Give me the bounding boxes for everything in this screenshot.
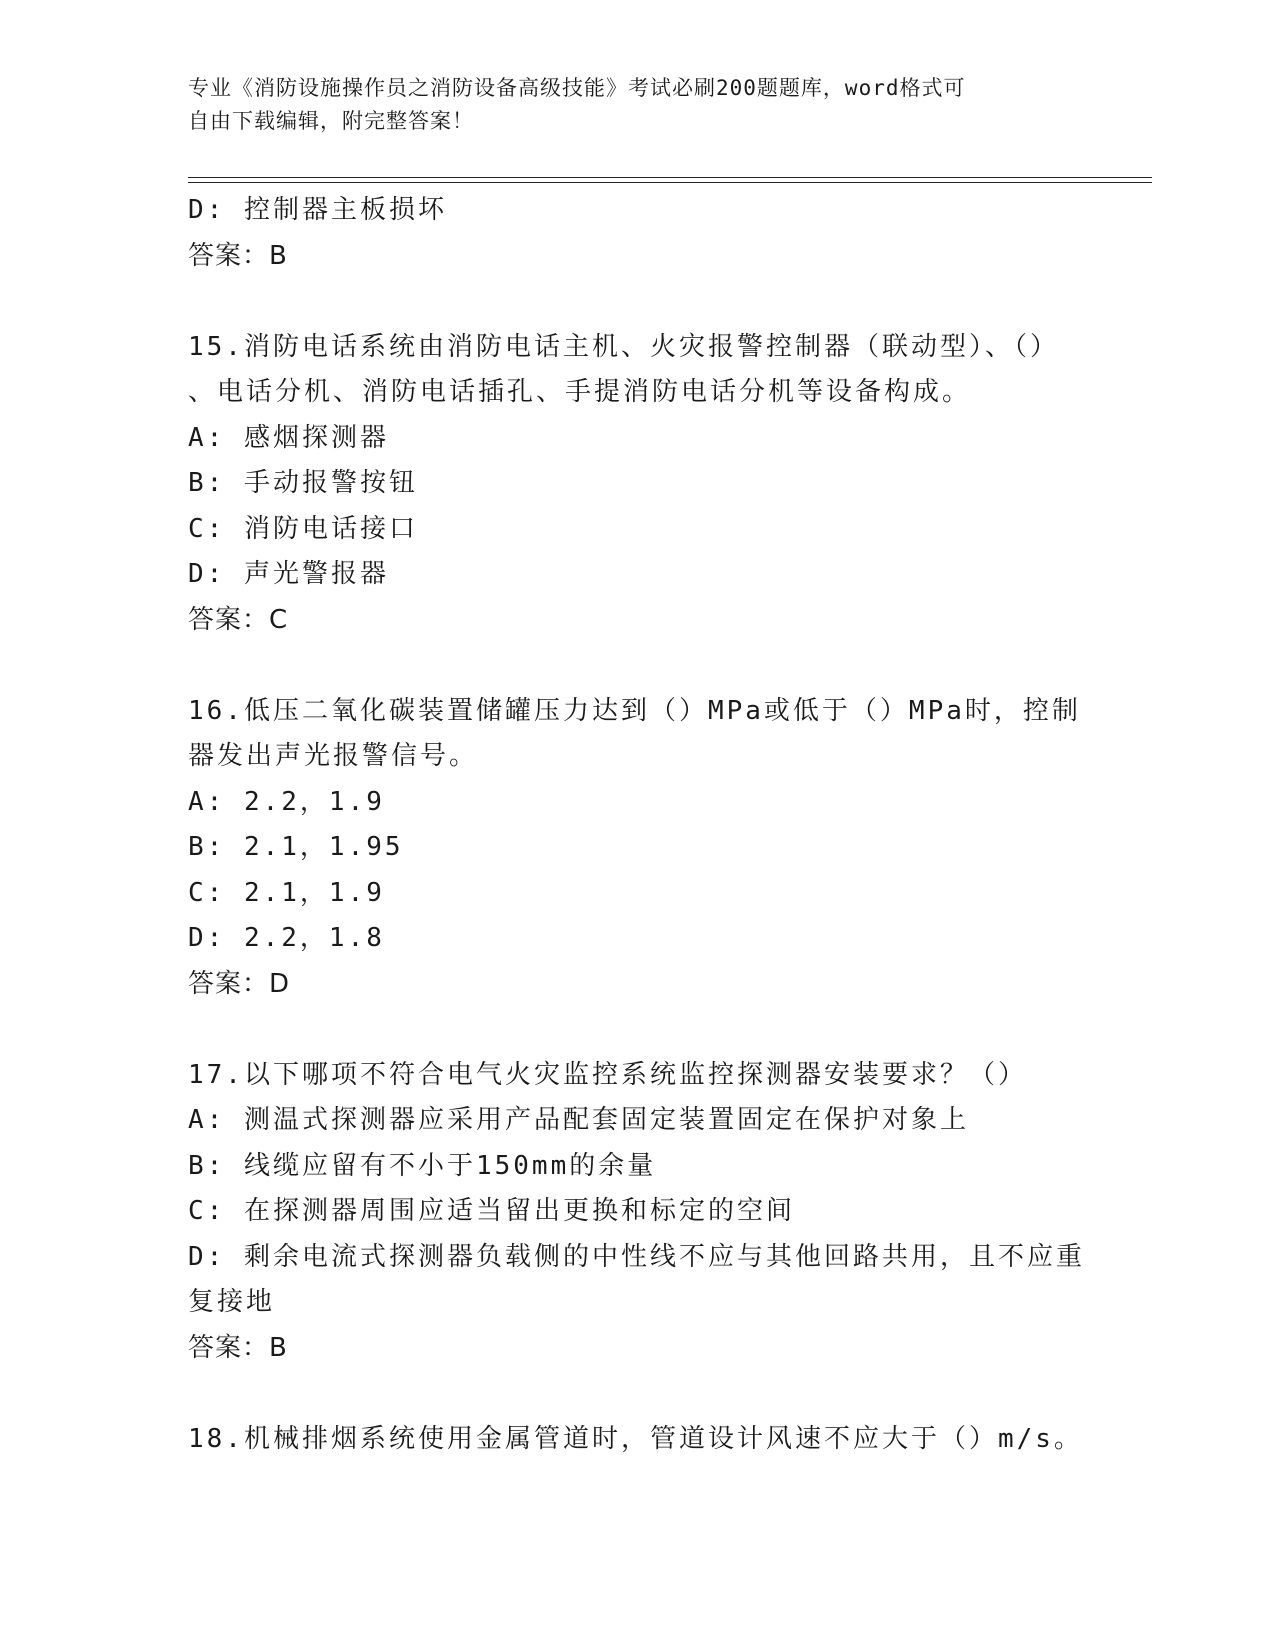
- option-d: D: 控制器主板损坏: [188, 195, 447, 225]
- option-b: B: 线缆应留有不小于150mm的余量: [188, 1150, 657, 1181]
- spacer: [188, 279, 1088, 325]
- option-d: D: 剩余电流式探测器负载侧的中性线不应与其他回路共用，且不应重: [188, 1241, 1085, 1272]
- question-stem: 16.低压二氧化碳装置储罐压力达到（）MPa或低于（）MPa时，控制: [188, 695, 1081, 726]
- question-16: [188, 689, 1088, 1008]
- answer: 答案：B: [188, 1332, 288, 1363]
- question-stem: 17.以下哪项不符合电气火灾监控系统监控探测器安装要求？（）: [188, 1059, 1027, 1090]
- option-b: B: 2.1，1.95: [188, 832, 404, 862]
- spacer: [188, 1007, 1088, 1053]
- option-a: A: 2.2，1.9: [188, 786, 385, 817]
- document-body: [188, 188, 1088, 1462]
- answer: 答案：D: [188, 968, 291, 999]
- spacer: [188, 1371, 1088, 1417]
- header-divider-top: [188, 177, 1152, 178]
- option-b: B: 手动报警按钮: [188, 468, 418, 498]
- option-a: A: 测温式探测器应采用产品配套固定装置固定在保护对象上: [188, 1105, 969, 1135]
- question-15: [188, 325, 1088, 644]
- option-d-continued: 复接地: [188, 1287, 276, 1317]
- answer: 答案：B: [188, 240, 288, 271]
- question-18: [188, 1417, 1088, 1463]
- question-stem: 15.消防电话系统由消防电话主机、火灾报警控制器（联动型）、（）: [188, 331, 1059, 362]
- option-c: C: 2.1，1.9: [188, 877, 385, 908]
- question-stem: 器发出声光报警信号。: [188, 741, 479, 771]
- document-header: [188, 72, 1068, 138]
- answer: 答案：C: [188, 604, 289, 635]
- question-stem: 、电话分机、消防电话插孔、手提消防电话分机等设备构成。: [188, 377, 972, 407]
- header-line-2: 自由下载编辑，附完整答案！: [188, 109, 474, 133]
- option-c: C: 消防电话接口: [188, 513, 418, 544]
- option-a: A: 感烟探测器: [188, 422, 389, 453]
- question-17: [188, 1053, 1088, 1372]
- header-line-1: 专业《消防设施操作员之消防设备高级技能》考试必刷200题题库，word格式可: [188, 76, 966, 100]
- option-d: D: 声光警报器: [188, 559, 389, 589]
- spacer: [188, 643, 1088, 689]
- header-divider-bottom: [188, 182, 1152, 183]
- option-c: C: 在探测器周围应适当留出更换和标定的空间: [188, 1196, 795, 1226]
- question-stem: 18.机械排烟系统使用金属管道时，管道设计风速不应大于（）m/s。: [188, 1423, 1083, 1454]
- option-d: D: 2.2，1.8: [188, 923, 385, 953]
